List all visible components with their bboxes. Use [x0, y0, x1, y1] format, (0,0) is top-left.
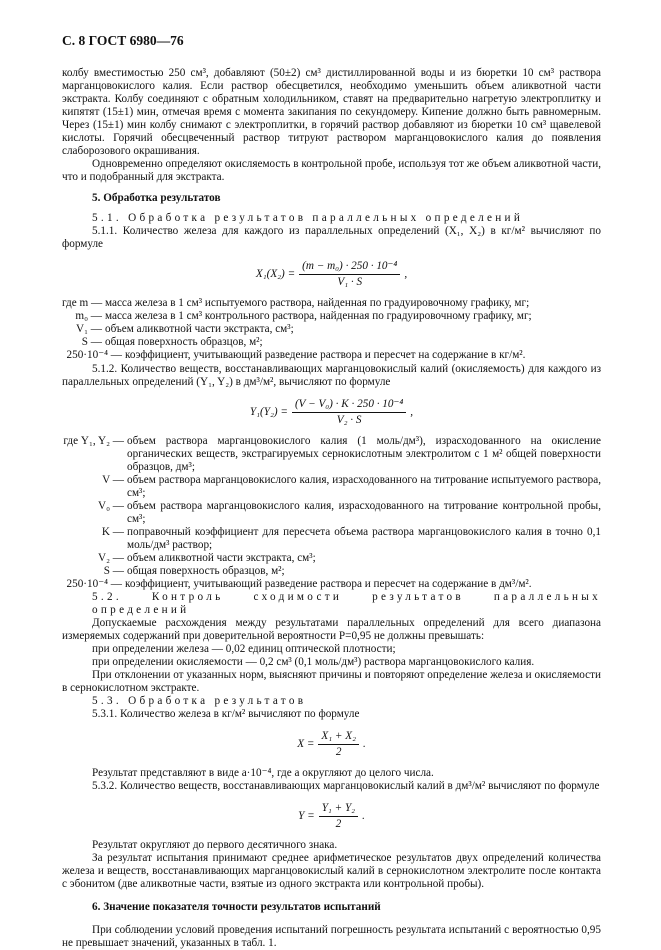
paragraph-5-1-1: 5.1.1. Количество железа для каждого из параллельных определений (X₁, X₂) в кг/м² вычисляют по формуле [62, 225, 601, 250]
definition-item [62, 336, 601, 349]
formula-denominator: V₂ · S [336, 414, 362, 426]
definition-term: V₂ — [98, 552, 124, 564]
definition-text: поправочный коэффициент для пересчета объема раствора марганцовокислого калия в точно 0,1 моль/дм³ раствор; [127, 526, 601, 551]
formula-numerator: Y₁ + Y₂ [319, 802, 358, 817]
subsection-heading-5-2: 5.2. Контроль сходимости результатов параллельных определений [92, 591, 601, 616]
definition-text: объем аликвотной части экстракта, см³; [127, 552, 316, 564]
paragraph: Одновременно определяют окисляемость в контрольной пробе, используя тот же объем аликвотной части, что и подобранный для экстракта. [62, 158, 601, 183]
formula-tail: . [362, 810, 365, 822]
definition-item [62, 552, 601, 565]
definition-item [62, 323, 601, 336]
paragraph-5-3-2: 5.3.2. Количество веществ, восстанавливающих марганцовокислый калий в дм³/м² вычисляют по формуле [92, 780, 600, 792]
definition-term: S — [103, 565, 124, 577]
definition-term: S — [81, 336, 102, 348]
definition-term: 250·10⁻⁴ — [66, 349, 122, 361]
paragraph-5-1-2: 5.1.2. Количество веществ, восстанавливающих марганцовокислый калий (окисляемость) для каждого из параллельных определений (Y₁, Y₂) в дм³/м², вычисляют по формуле [62, 363, 601, 388]
formula-tail: . [362, 738, 366, 750]
definition-term: где m — [62, 297, 103, 309]
definitions-list-2 [62, 435, 601, 591]
definition-text: общая поверхность образцов, м²; [127, 565, 285, 577]
definition-item [62, 310, 601, 323]
paragraph: Результат представляют в виде a·10⁻⁴, где a округляют до целого числа. [92, 767, 434, 779]
definition-item [62, 565, 601, 578]
definition-text: коэффициент, учитывающий разведение раствора и пересчет на содержание в дм³/м². [125, 578, 532, 590]
paragraph-5-3-1: 5.3.1. Количество железа в кг/м² вычисляют по формуле [92, 708, 360, 720]
definition-term: m₀ — [75, 310, 102, 322]
definition-text: общая поверхность образцов, м²; [105, 336, 263, 348]
formula-x1x2 [62, 260, 601, 289]
formula-denominator: V₁ · S [337, 276, 363, 288]
definition-item [62, 578, 601, 591]
formula-tail: , [410, 406, 414, 418]
formula-lhs: X₁(X₂) = [255, 268, 296, 280]
formula-lhs: Y = [298, 810, 315, 822]
definition-item [62, 474, 601, 500]
definition-text: масса железа в 1 см³ контрольного раствора, найденная по градуировочному графику, мг; [105, 310, 532, 322]
formula-lhs: X = [297, 738, 315, 750]
paragraph: Результат округляют до первого десятичного знака. [92, 839, 338, 851]
formula-denominator: 2 [335, 818, 342, 830]
paragraph: При соблюдении условий проведения испытаний погрешность результата испытаний с вероятностью 0,95 не превышает значений, указанных в табл. 1. [62, 924, 601, 949]
definition-item [62, 297, 601, 310]
paragraph: При отклонении от указанных норм, выясняют причины и повторяют определение железа и окисляемости в сернокислотном экстракте. [62, 669, 601, 694]
definition-text: объем аликвотной части экстракта, см³; [105, 323, 294, 335]
definition-text: объем раствора марганцовокислого калия (1 моль/дм³), израсходованного на окисление органических веществ, экстрагируемых сернокислотным электролитом с 1 м² общей поверхности образцов, дм³; [127, 435, 601, 473]
section-heading-6: 6. Значение показателя точности результатов испытаний [92, 901, 381, 913]
document-body [62, 67, 601, 950]
definition-text: масса железа в 1 см³ испытуемого раствора, найденная по градуировочному графику, мг; [105, 297, 530, 309]
page-header: С. 8 ГОСТ 6980—76 [62, 33, 184, 48]
formula-numerator: X₁ + X₂ [318, 730, 359, 745]
formula-x [62, 730, 601, 759]
paragraph: колбу вместимостью 250 см³, добавляют (50±2) см³ дистиллированной воды и из бюретки 10 см³ раствора марганцовокислого калия. Если раствор обесцветился, необходимо уменьшить объем аликвотной части экстракта. Колбу соединяют с обратным холодильником, ставят на предварительно нагретую электроплитку и кипятят (15±1) мин, отмечая время с момента закипания по секундомеру. Кипение должно быть равномерным. Через (15±1) мин колбу снимают с электроплитки, в горячий раствор добавляют из бюретки 10 см³ щавелевой кислоты. Горячий обесцвеченный раствор титруют раствором марганцовокислого калия до появления слаборозового окрашивания. [62, 67, 601, 157]
definition-term: V₁ — [76, 323, 102, 335]
paragraph: при определении железа — 0,02 единиц оптической плотности; [92, 643, 396, 655]
definition-item [62, 526, 601, 552]
formula-numerator: (V − V₀) · K · 250 · 10⁻⁴ [292, 398, 406, 413]
formula-tail: , [404, 268, 408, 280]
definition-term: где Y₁, Y₂ — [63, 435, 124, 447]
paragraph: при определении окисляемости — 0,2 см³ (0,1 моль/дм³) раствора марганцовокислого калия. [92, 656, 535, 668]
paragraph: За результат испытания принимают среднее арифметическое результатов двух определений количества железа и веществ, восстанавливающих марганцовокислый калий в сернокислотном электролите после контакта с эбонитом (две аликвотные части, взятые из одного экстракта или контрольной пробы). [62, 852, 601, 890]
definition-text: объем раствора марганцовокислого калия, израсходованного на титрование контрольной пробы, см³; [127, 500, 601, 525]
definition-term: 250·10⁻⁴ — [66, 578, 122, 590]
formula-lhs: Y₁(Y₂) = [249, 406, 288, 418]
definition-text: коэффициент, учитывающий разведение раствора и пересчет на содержание в кг/м². [125, 349, 526, 361]
section-heading-5: 5. Обработка результатов [92, 192, 221, 204]
definition-item [62, 349, 601, 362]
formula-y1y2 [62, 398, 601, 427]
definition-item [62, 435, 601, 474]
paragraph: Допускаемые расхождения между результатами параллельных определений для всего диапазона измеряемых содержаний при доверительной вероятности P=0,95 не должны превышать: [62, 617, 601, 642]
formula-denominator: 2 [335, 746, 342, 758]
definition-term: K — [101, 526, 124, 538]
definition-term: V₀ — [98, 500, 124, 512]
definition-text: объем раствора марганцовокислого калия, израсходованного на титрование испытуемого раствора, см³; [127, 474, 601, 499]
formula-y [62, 802, 601, 831]
definition-term: V — [102, 474, 124, 486]
subsection-heading-5-1: 5.1. Обработка результатов параллельных определений [92, 212, 524, 224]
definition-item [62, 500, 601, 526]
definitions-list-1 [62, 297, 601, 362]
subsection-heading-5-3: 5.3. Обработка результатов [92, 695, 307, 707]
formula-numerator: (m − m₀) · 250 · 10⁻⁴ [299, 260, 400, 275]
